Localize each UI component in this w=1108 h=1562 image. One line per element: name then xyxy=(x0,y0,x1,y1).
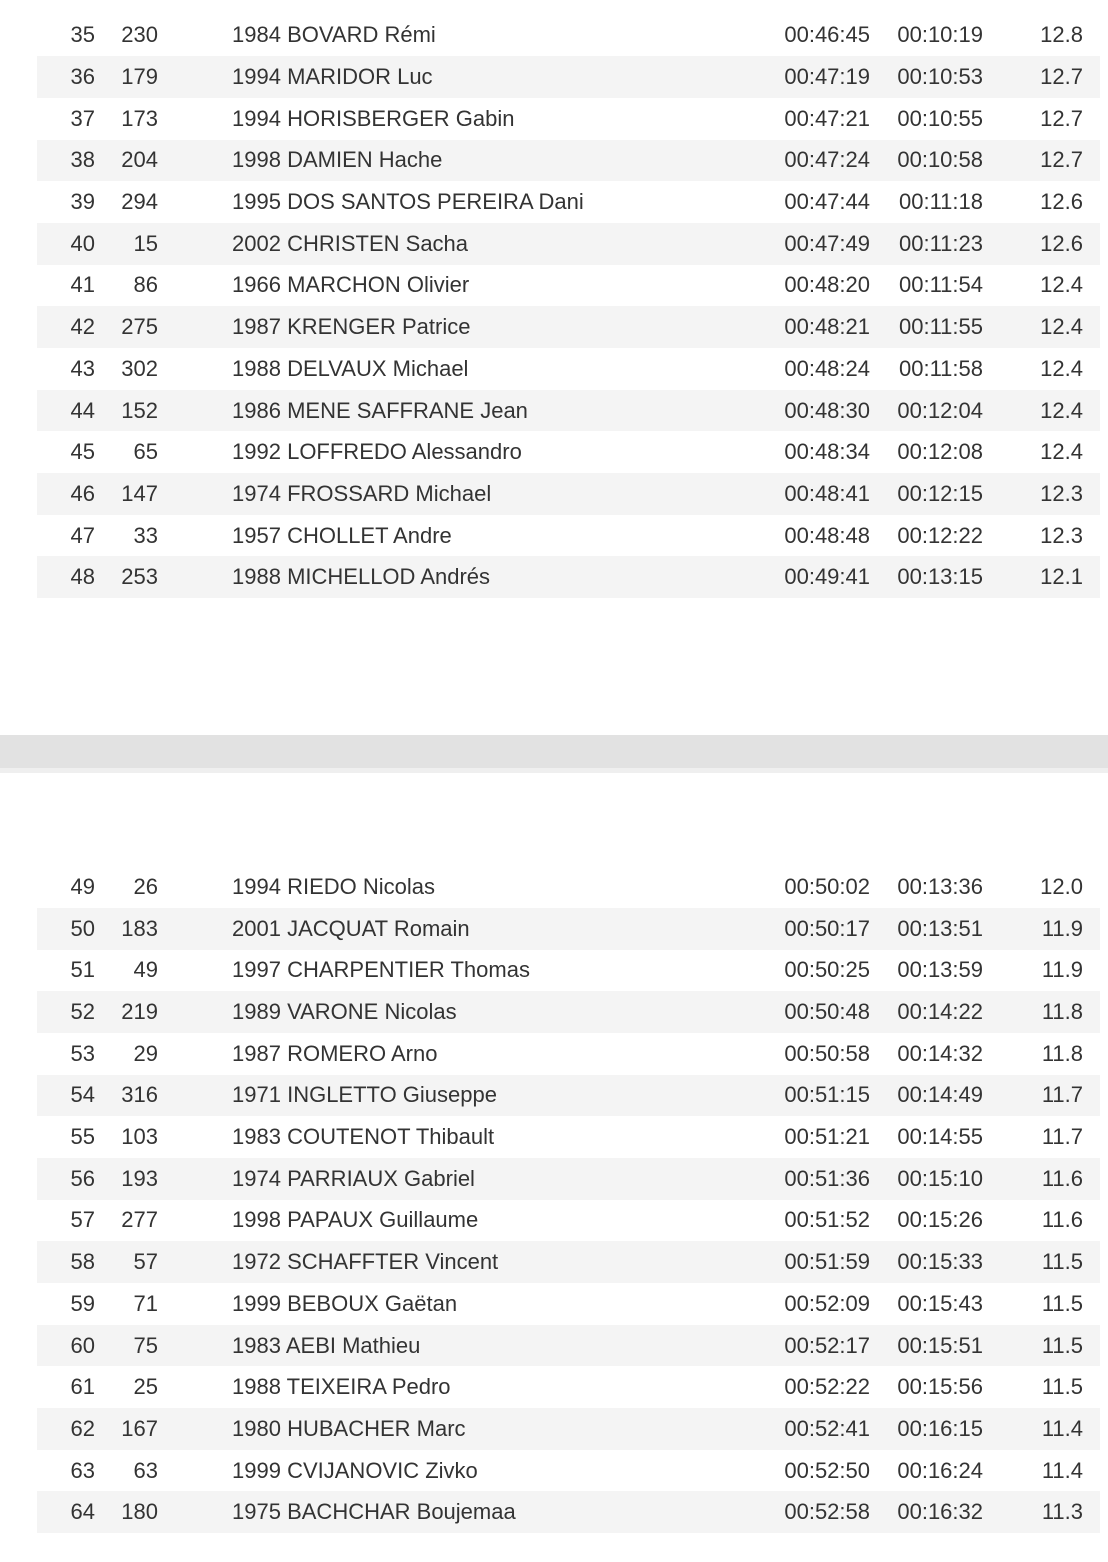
gap-time-cell: 00:16:15 xyxy=(897,1415,983,1441)
rank-cell: 52 xyxy=(70,999,95,1025)
finish-time-cell: 00:48:20 xyxy=(784,272,870,298)
birth-year: 1974 xyxy=(232,1165,281,1191)
gap-time-cell: 00:11:18 xyxy=(898,189,983,215)
bib-number-cell: 180 xyxy=(121,1499,158,1525)
rank-cell: 51 xyxy=(70,957,95,983)
year-name-cell xyxy=(158,1458,770,1484)
gap-time-cell: 00:15:51 xyxy=(897,1332,983,1358)
speed-cell: 12.0 xyxy=(1040,873,1083,899)
bib-number-cell: 57 xyxy=(133,1249,158,1275)
finish-time-cell: 00:48:48 xyxy=(784,522,870,548)
results-table-section-1 xyxy=(0,15,1108,599)
runner-name: INGLETTO Giuseppe xyxy=(287,1082,497,1108)
gap-time-cell: 00:15:10 xyxy=(897,1165,983,1191)
rank-cell: 46 xyxy=(70,480,95,506)
table-row xyxy=(0,1325,1108,1367)
finish-time-cell: 00:52:41 xyxy=(784,1415,870,1441)
year-name-cell xyxy=(158,1207,770,1233)
runner-name: MARIDOR Luc xyxy=(287,64,433,90)
runner-name: CHRISTEN Sacha xyxy=(287,230,469,256)
bib-number-cell: 26 xyxy=(133,873,158,899)
birth-year: 1988 xyxy=(232,1374,281,1400)
gap-time-cell: 00:11:58 xyxy=(898,355,983,381)
bib-number-cell: 71 xyxy=(133,1290,158,1316)
finish-time-cell: 00:47:24 xyxy=(784,147,870,173)
bib-number-cell: 193 xyxy=(121,1165,158,1191)
speed-cell: 12.8 xyxy=(1040,22,1083,48)
speed-cell: 11.4 xyxy=(1041,1415,1083,1441)
finish-time-cell: 00:48:21 xyxy=(784,314,870,340)
birth-year: 1971 xyxy=(232,1082,281,1108)
table-row xyxy=(0,431,1108,473)
gap-time-cell: 00:13:51 xyxy=(897,915,983,941)
table-row xyxy=(0,1116,1108,1158)
birth-year: 1983 xyxy=(232,1332,281,1358)
speed-cell: 11.3 xyxy=(1041,1499,1083,1525)
finish-time-cell: 00:49:41 xyxy=(784,564,870,590)
gap-time-cell: 00:14:32 xyxy=(897,1040,983,1066)
birth-year: 1994 xyxy=(232,64,281,90)
table-row xyxy=(0,98,1108,140)
runner-name: AEBI Mathieu xyxy=(285,1332,421,1358)
table-row xyxy=(0,1366,1108,1408)
speed-cell: 11.4 xyxy=(1041,1457,1083,1483)
gap-time-cell: 00:13:15 xyxy=(897,564,983,590)
bib-number-cell: 65 xyxy=(133,439,158,465)
runner-name: RIEDO Nicolas xyxy=(287,873,435,899)
speed-cell: 12.4 xyxy=(1040,314,1083,340)
speed-cell: 12.6 xyxy=(1040,230,1083,256)
finish-time-cell: 00:48:41 xyxy=(784,480,870,506)
bib-number-cell: 29 xyxy=(133,1040,158,1066)
birth-year: 1997 xyxy=(232,957,281,983)
birth-year: 1994 xyxy=(232,105,281,131)
year-name-cell xyxy=(158,999,770,1025)
runner-name: HORISBERGER Gabin xyxy=(287,105,515,131)
finish-time-cell: 00:52:22 xyxy=(784,1374,870,1400)
speed-cell: 11.6 xyxy=(1041,1165,1083,1191)
finish-time-cell: 00:50:48 xyxy=(784,999,870,1025)
runner-name: FROSSARD Michael xyxy=(287,480,492,506)
runner-name: LOFFREDO Alessandro xyxy=(287,439,522,465)
table-row xyxy=(0,1241,1108,1283)
year-name-cell xyxy=(158,1416,770,1442)
speed-cell: 12.3 xyxy=(1040,480,1083,506)
finish-time-cell: 00:50:17 xyxy=(784,915,870,941)
runner-name: KRENGER Patrice xyxy=(287,314,471,340)
year-name-cell xyxy=(158,1124,770,1150)
table-row xyxy=(0,1158,1108,1200)
section-gap xyxy=(0,773,1108,867)
bib-number-cell: 219 xyxy=(121,999,158,1025)
birth-year: 1989 xyxy=(232,999,281,1025)
birth-year: 1987 xyxy=(232,1040,281,1066)
runner-name: MARCHON Olivier xyxy=(287,272,470,298)
birth-year: 1974 xyxy=(232,480,281,506)
bib-number-cell: 253 xyxy=(121,564,158,590)
table-row xyxy=(0,140,1108,182)
gap-time-cell: 00:11:23 xyxy=(898,230,983,256)
bib-number-cell: 25 xyxy=(133,1374,158,1400)
year-name-cell xyxy=(158,1499,770,1525)
speed-cell: 12.3 xyxy=(1040,522,1083,548)
year-name-cell xyxy=(158,1041,770,1067)
finish-time-cell: 00:52:17 xyxy=(784,1332,870,1358)
bib-number-cell: 63 xyxy=(133,1457,158,1483)
bib-number-cell: 49 xyxy=(133,957,158,983)
bib-number-cell: 152 xyxy=(121,397,158,423)
rank-cell: 39 xyxy=(70,189,95,215)
rank-cell: 49 xyxy=(70,873,95,899)
speed-cell: 11.5 xyxy=(1041,1249,1083,1275)
runner-name: MICHELLOD Andrés xyxy=(287,564,491,590)
speed-cell: 12.6 xyxy=(1040,189,1083,215)
birth-year: 1984 xyxy=(232,22,281,48)
birth-year: 1999 xyxy=(232,1290,281,1316)
birth-year: 1980 xyxy=(232,1415,281,1441)
year-name-cell xyxy=(158,64,770,90)
birth-year: 1975 xyxy=(232,1499,281,1525)
birth-year: 1986 xyxy=(232,397,281,423)
year-name-cell xyxy=(158,1082,770,1108)
bib-number-cell: 103 xyxy=(121,1124,158,1150)
rank-cell: 62 xyxy=(70,1415,95,1441)
rank-cell: 54 xyxy=(70,1082,95,1108)
runner-name: MENE SAFFRANE Jean xyxy=(287,397,528,423)
gap-time-cell: 00:15:33 xyxy=(897,1249,983,1275)
gap-time-cell: 00:10:19 xyxy=(897,22,983,48)
year-name-cell xyxy=(158,314,770,340)
gap-time-cell: 00:14:49 xyxy=(897,1082,983,1108)
rank-cell: 63 xyxy=(70,1457,95,1483)
speed-cell: 12.1 xyxy=(1040,564,1083,590)
rank-cell: 57 xyxy=(70,1207,95,1233)
gap-time-cell: 00:16:32 xyxy=(897,1499,983,1525)
rank-cell: 44 xyxy=(70,397,95,423)
finish-time-cell: 00:51:36 xyxy=(784,1165,870,1191)
speed-cell: 12.7 xyxy=(1040,105,1083,131)
year-name-cell xyxy=(158,916,770,942)
rank-cell: 35 xyxy=(70,22,95,48)
bib-number-cell: 277 xyxy=(121,1207,158,1233)
runner-name: TEIXEIRA Pedro xyxy=(286,1374,451,1400)
year-name-cell xyxy=(158,874,770,900)
rank-cell: 45 xyxy=(70,439,95,465)
finish-time-cell: 00:47:44 xyxy=(784,189,870,215)
runner-name: COUTENOT Thibault xyxy=(287,1124,495,1150)
runner-name: BACHCHAR Boujemaa xyxy=(287,1499,516,1525)
table-row xyxy=(0,15,1108,57)
gap-time-cell: 00:15:56 xyxy=(897,1374,983,1400)
finish-time-cell: 00:50:02 xyxy=(784,873,870,899)
table-row xyxy=(0,390,1108,432)
section-gap xyxy=(0,598,1108,735)
gap-time-cell: 00:13:36 xyxy=(897,873,983,899)
bib-number-cell: 167 xyxy=(121,1415,158,1441)
gap-time-cell: 00:10:53 xyxy=(897,64,983,90)
speed-cell: 11.9 xyxy=(1041,915,1083,941)
finish-time-cell: 00:46:45 xyxy=(784,22,870,48)
finish-time-cell: 00:48:24 xyxy=(784,355,870,381)
rank-cell: 40 xyxy=(70,230,95,256)
bib-number-cell: 75 xyxy=(133,1332,158,1358)
rank-cell: 59 xyxy=(70,1290,95,1316)
speed-cell: 12.7 xyxy=(1040,147,1083,173)
gap-time-cell: 00:15:26 xyxy=(897,1207,983,1233)
rank-cell: 37 xyxy=(70,105,95,131)
table-row xyxy=(0,1200,1108,1242)
year-name-cell xyxy=(158,481,770,507)
rank-cell: 42 xyxy=(70,314,95,340)
speed-cell: 12.7 xyxy=(1040,64,1083,90)
table-row xyxy=(0,515,1108,557)
table-row xyxy=(0,1450,1108,1492)
finish-time-cell: 00:51:21 xyxy=(784,1124,870,1150)
table-row xyxy=(0,223,1108,265)
birth-year: 1999 xyxy=(232,1457,281,1483)
gap-time-cell: 00:10:58 xyxy=(897,147,983,173)
finish-time-cell: 00:50:58 xyxy=(784,1040,870,1066)
year-name-cell xyxy=(158,231,770,257)
rank-cell: 53 xyxy=(70,1040,95,1066)
runner-name: SCHAFFTER Vincent xyxy=(287,1249,499,1275)
finish-time-cell: 00:50:25 xyxy=(784,957,870,983)
finish-time-cell: 00:47:21 xyxy=(784,105,870,131)
runner-name: PARRIAUX Gabriel xyxy=(287,1165,475,1191)
table-row xyxy=(0,473,1108,515)
bib-number-cell: 173 xyxy=(121,105,158,131)
runner-name: DELVAUX Michael xyxy=(287,355,469,381)
speed-cell: 11.5 xyxy=(1041,1374,1083,1400)
bib-number-cell: 33 xyxy=(133,522,158,548)
speed-cell: 12.4 xyxy=(1040,272,1083,298)
finish-time-cell: 00:48:30 xyxy=(784,397,870,423)
bib-number-cell: 147 xyxy=(121,480,158,506)
finish-time-cell: 00:51:15 xyxy=(784,1082,870,1108)
table-row xyxy=(0,1075,1108,1117)
rank-cell: 36 xyxy=(70,64,95,90)
speed-cell: 12.4 xyxy=(1040,355,1083,381)
year-name-cell xyxy=(158,22,770,48)
gap-time-cell: 00:16:24 xyxy=(897,1457,983,1483)
finish-time-cell: 00:52:50 xyxy=(784,1457,870,1483)
runner-name: JACQUAT Romain xyxy=(287,915,470,941)
year-name-cell xyxy=(158,147,770,173)
gap-time-cell: 00:10:55 xyxy=(897,105,983,131)
year-name-cell xyxy=(158,564,770,590)
bib-number-cell: 15 xyxy=(133,230,158,256)
birth-year: 1987 xyxy=(232,314,281,340)
finish-time-cell: 00:48:34 xyxy=(784,439,870,465)
year-name-cell xyxy=(158,189,770,215)
runner-name: BEBOUX Gaëtan xyxy=(287,1290,458,1316)
bib-number-cell: 275 xyxy=(121,314,158,340)
runner-name: BOVARD Rémi xyxy=(287,22,436,48)
bib-number-cell: 183 xyxy=(121,915,158,941)
table-row xyxy=(0,1491,1108,1533)
year-name-cell xyxy=(158,1291,770,1317)
runner-name: CHOLLET Andre xyxy=(287,522,452,548)
table-row xyxy=(0,908,1108,950)
birth-year: 1995 xyxy=(232,189,281,215)
gap-time-cell: 00:12:15 xyxy=(897,480,983,506)
gap-time-cell: 00:15:43 xyxy=(897,1290,983,1316)
rank-cell: 41 xyxy=(70,272,95,298)
runner-name: DAMIEN Hache xyxy=(287,147,443,173)
table-row xyxy=(0,1033,1108,1075)
year-name-cell xyxy=(158,957,770,983)
year-name-cell xyxy=(158,398,770,424)
rank-cell: 61 xyxy=(70,1374,95,1400)
runner-name: PAPAUX Guillaume xyxy=(287,1207,479,1233)
rank-cell: 43 xyxy=(70,355,95,381)
speed-cell: 11.5 xyxy=(1041,1332,1083,1358)
table-row xyxy=(0,950,1108,992)
birth-year: 1957 xyxy=(232,522,281,548)
finish-time-cell: 00:51:52 xyxy=(784,1207,870,1233)
speed-cell: 11.9 xyxy=(1041,957,1083,983)
gap-time-cell: 00:14:55 xyxy=(897,1124,983,1150)
speed-cell: 11.7 xyxy=(1041,1082,1083,1108)
gap-time-cell: 00:12:08 xyxy=(897,439,983,465)
rank-cell: 50 xyxy=(70,915,95,941)
runner-name: CVIJANOVIC Zivko xyxy=(287,1457,478,1483)
table-row xyxy=(0,991,1108,1033)
year-name-cell xyxy=(158,1374,770,1400)
gap-time-cell: 00:12:04 xyxy=(897,397,983,423)
finish-time-cell: 00:52:09 xyxy=(784,1290,870,1316)
birth-year: 1994 xyxy=(232,873,281,899)
runner-name: VARONE Nicolas xyxy=(287,999,457,1025)
birth-year: 1972 xyxy=(232,1249,281,1275)
runner-name: DOS SANTOS PEREIRA Dani xyxy=(287,189,584,215)
year-name-cell xyxy=(158,106,770,132)
bib-number-cell: 302 xyxy=(121,355,158,381)
rank-cell: 38 xyxy=(70,147,95,173)
bib-number-cell: 230 xyxy=(121,22,158,48)
results-table-section-2 xyxy=(0,866,1108,1533)
gap-time-cell: 00:13:59 xyxy=(897,957,983,983)
rank-cell: 47 xyxy=(70,522,95,548)
runner-name: HUBACHER Marc xyxy=(287,1415,466,1441)
bib-number-cell: 204 xyxy=(121,147,158,173)
table-row xyxy=(0,866,1108,908)
speed-cell: 11.6 xyxy=(1041,1207,1083,1233)
birth-year: 1988 xyxy=(232,564,281,590)
year-name-cell xyxy=(158,1333,770,1359)
runner-name: ROMERO Arno xyxy=(287,1040,438,1066)
rank-cell: 58 xyxy=(70,1249,95,1275)
bib-number-cell: 179 xyxy=(121,64,158,90)
gap-time-cell: 00:11:55 xyxy=(898,314,983,340)
page-divider-band xyxy=(0,735,1108,768)
year-name-cell xyxy=(158,439,770,465)
table-row xyxy=(0,306,1108,348)
table-row xyxy=(0,56,1108,98)
year-name-cell xyxy=(158,523,770,549)
table-row xyxy=(0,1408,1108,1450)
table-row xyxy=(0,1283,1108,1325)
speed-cell: 11.8 xyxy=(1041,1040,1083,1066)
table-row xyxy=(0,181,1108,223)
rank-cell: 64 xyxy=(70,1499,95,1525)
gap-time-cell: 00:12:22 xyxy=(897,522,983,548)
finish-time-cell: 00:47:19 xyxy=(784,64,870,90)
table-row xyxy=(0,348,1108,390)
speed-cell: 12.4 xyxy=(1040,397,1083,423)
birth-year: 2001 xyxy=(232,915,281,941)
birth-year: 2002 xyxy=(232,230,281,256)
bib-number-cell: 294 xyxy=(121,189,158,215)
bib-number-cell: 316 xyxy=(121,1082,158,1108)
speed-cell: 11.5 xyxy=(1041,1290,1083,1316)
bib-number-cell: 86 xyxy=(133,272,158,298)
year-name-cell xyxy=(158,1166,770,1192)
speed-cell: 11.8 xyxy=(1041,999,1083,1025)
gap-time-cell: 00:11:54 xyxy=(898,272,983,298)
finish-time-cell: 00:52:58 xyxy=(784,1499,870,1525)
speed-cell: 11.7 xyxy=(1041,1124,1083,1150)
rank-cell: 48 xyxy=(70,564,95,590)
birth-year: 1992 xyxy=(232,439,281,465)
runner-name: CHARPENTIER Thomas xyxy=(287,957,530,983)
rank-cell: 55 xyxy=(70,1124,95,1150)
birth-year: 1998 xyxy=(232,1207,281,1233)
table-row xyxy=(0,265,1108,307)
birth-year: 1983 xyxy=(232,1124,281,1150)
table-row xyxy=(0,556,1108,598)
year-name-cell xyxy=(158,272,770,298)
year-name-cell xyxy=(158,356,770,382)
rank-cell: 56 xyxy=(70,1165,95,1191)
rank-cell: 60 xyxy=(70,1332,95,1358)
finish-time-cell: 00:51:59 xyxy=(784,1249,870,1275)
gap-time-cell: 00:14:22 xyxy=(897,999,983,1025)
year-name-cell xyxy=(158,1249,770,1275)
birth-year: 1998 xyxy=(232,147,281,173)
speed-cell: 12.4 xyxy=(1040,439,1083,465)
finish-time-cell: 00:47:49 xyxy=(784,230,870,256)
birth-year: 1988 xyxy=(232,355,281,381)
top-whitespace xyxy=(0,0,1108,15)
birth-year: 1966 xyxy=(232,272,281,298)
